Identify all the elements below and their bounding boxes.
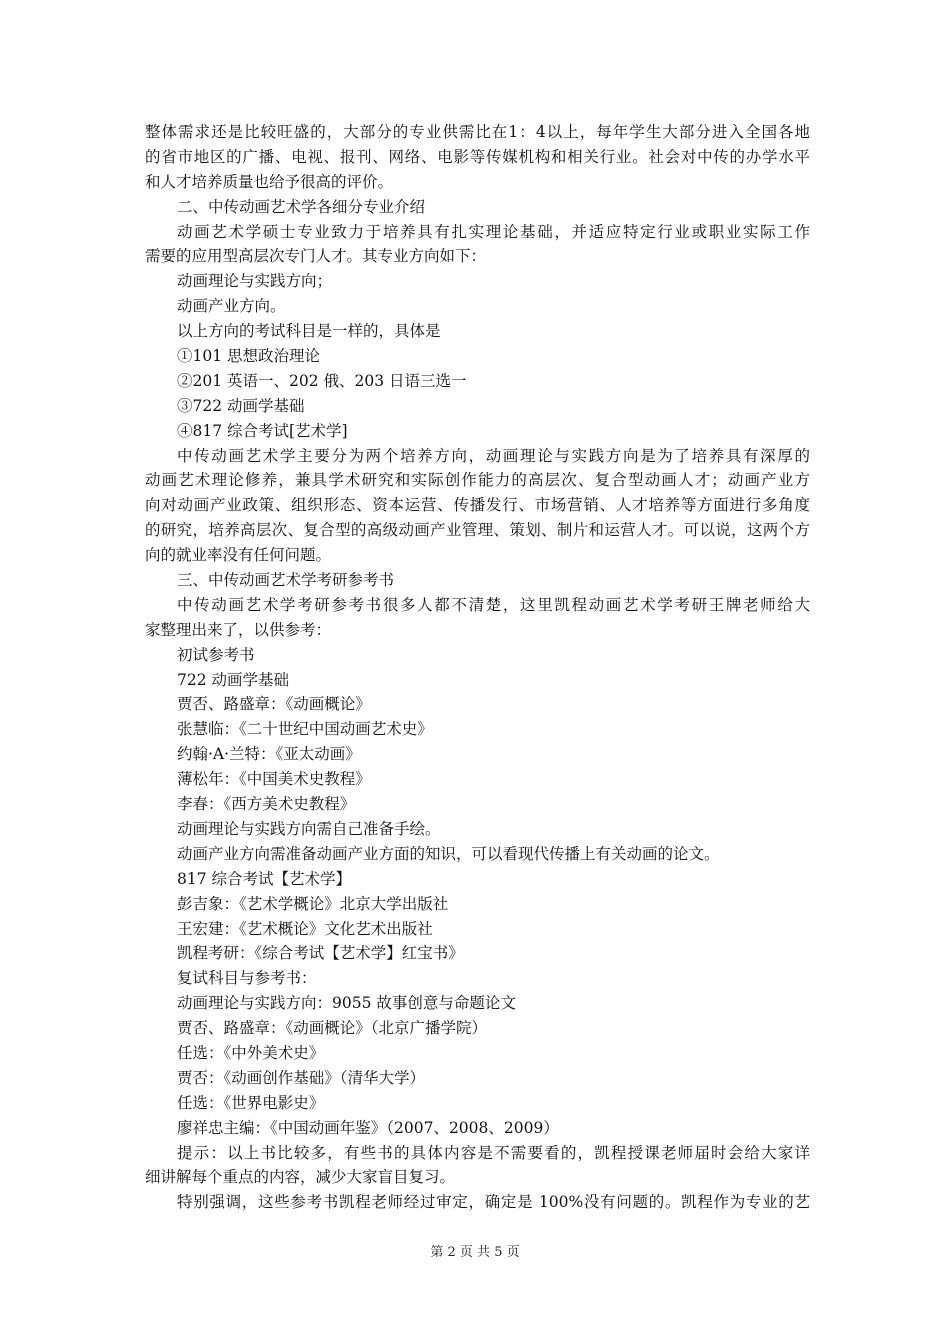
paragraph-line: 向对动画产业政策、组织形态、资本运营、传播发行、市场营销、人才培养等方面进行多角度 [145, 496, 810, 515]
paragraph-line: 和人才培养质量也给予很高的评价。 [145, 172, 394, 191]
paragraph-line: 向的就业率没有任何问题。 [145, 546, 332, 565]
book-item: 廖祥忠主编：《中国动画年鉴》（2007、2008、2009） [177, 1118, 559, 1137]
paragraph-line: 需要的应用型高层次专门人才。其专业方向如下： [145, 247, 487, 266]
direction-item: 动画产业方向。 [177, 297, 286, 316]
subject-title: 722 动画学基础 [177, 670, 290, 689]
section-heading: 二、中传动画艺术学各细分专业介绍 [177, 197, 426, 216]
paragraph-line: 动画艺术理论修养，兼具学术研究和实际创作能力的高层次、复合型动画人才；动画产业方 [145, 471, 810, 490]
subject-title: 817 综合考试【艺术学】 [177, 869, 352, 888]
exam-subject-item: ①101 思想政治理论 [177, 347, 321, 366]
paragraph-line: 中传动画艺术学考研参考书很多人都不清楚，这里凯程动画艺术学考研王牌老师给大 [177, 595, 810, 614]
paragraph-line: 动画艺术学硕士专业致力于培养具有扎实理论基础，并适应特定行业或职业实际工作 [177, 222, 810, 241]
book-item: 李春：《西方美术史教程》 [177, 795, 356, 814]
exam-subject-item: ②201 英语一、202 俄、203 日语三选一 [177, 371, 467, 390]
paragraph-line: 的研究，培养高层次、复合型的高级动画产业管理、策划、制片和运营人才。可以说，这两个方 [145, 521, 810, 540]
book-item: 贾否：《动画创作基础》（清华大学） [177, 1068, 426, 1087]
exam-subject-item: ④817 综合考试[艺术学] [177, 421, 348, 440]
paragraph-line: 细讲解每个重点的内容，减少大家盲目复习。 [145, 1168, 456, 1187]
book-item: 约翰·A·兰特：《亚太动画》 [177, 745, 361, 764]
subject-title: 动画理论与实践方向：9055 故事创意与命题论文 [177, 994, 516, 1013]
book-item: 凯程考研：《综合考试【艺术学】红宝书》 [177, 944, 464, 963]
book-item: 贾否、路盛章：《动画概论》（北京广播学院） [177, 1019, 488, 1038]
paragraph-line: 中传动画艺术学主要分为两个培养方向，动画理论与实践方向是为了培养具有深厚的 [177, 446, 810, 465]
page-number-footer: 第 2 页 共 5 页 [430, 1245, 520, 1260]
paragraph-line: 以上方向的考试科目是一样的，具体是 [177, 322, 441, 341]
book-item: 张慧临：《二十世纪中国动画艺术史》 [177, 720, 433, 739]
book-item: 任选：《世界电影史》 [177, 1093, 325, 1112]
note-line: 动画产业方向需准备动画产业方面的知识，可以看现代传播上有关动画的论文。 [177, 844, 720, 863]
book-item: 王宏建：《艺术概论》文化艺术出版社 [177, 919, 433, 938]
document-body [145, 120, 810, 1215]
paragraph-line: 整体需求还是比较旺盛的，大部分的专业供需比在1：4以上，每年学生大部分进入全国各地 [145, 123, 810, 141]
paragraph-line: 的省市地区的广播、电视、报刊、网络、电影等传媒机构和相关行业。社会对中传的办学水平 [145, 147, 810, 166]
section-heading: 三、中传动画艺术学考研参考书 [177, 571, 395, 590]
subheading: 初试参考书 [177, 645, 255, 664]
book-item: 彭吉象：《艺术学概论》北京大学出版社 [177, 894, 449, 913]
subheading: 复试科目与参考书： [177, 969, 317, 988]
direction-item: 动画理论与实践方向； [177, 272, 333, 291]
exam-subject-item: ③722 动画学基础 [177, 396, 305, 415]
book-item: 薄松年：《中国美术史教程》 [177, 770, 371, 789]
book-item: 贾否、路盛章：《动画概论》 [177, 695, 371, 714]
paragraph-line: 家整理出来了，以供参考： [145, 620, 332, 639]
note-line: 动画理论与实践方向需自己准备手绘。 [177, 819, 441, 838]
paragraph-line: 特别强调，这些参考书凯程老师经过审定，确定是 100%没有问题的。凯程作为专业的艺 [177, 1193, 810, 1212]
book-item: 任选：《中外美术史》 [177, 1043, 325, 1062]
paragraph-line: 提示：以上书比较多，有些书的具体内容是不需要看的，凯程授课老师届时会给大家详 [177, 1143, 810, 1162]
